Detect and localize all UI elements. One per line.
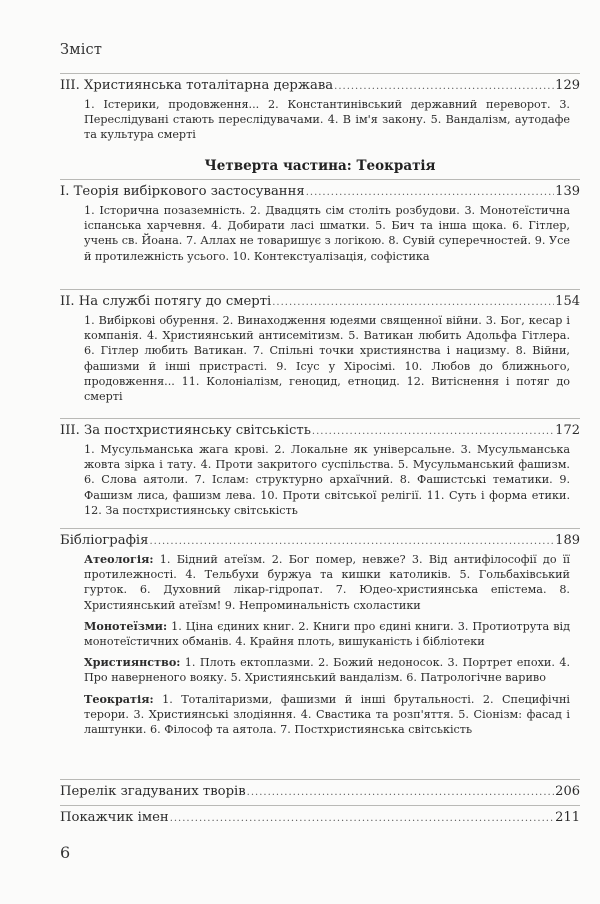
group-label: Теократія: [84,691,154,706]
dot-leader [306,187,554,198]
group-text: 1. Ціна єдиних книг. 2. Книги про єдині книги. 3. Протиотрута від монотеїстичних обманів. 4. Крайня плоть, вишуканість і бібліотеки [84,619,570,649]
bibliography-group [84,692,570,738]
dot-leader [247,787,555,798]
entry-subsections: 1. Мусульманська жага крові. 2. Локальне як універсальне. 3. Мусульманська жовта зірка і тату. 4. Проти закритого суспільства. 5. Мусульманський фашизм. 6. Слова аятоли. 7. Іслам: структурно архаїчний. 8. Фашистські тематики. 9. Фашизм лиса, фашизм лева. 10. Проти світської релігії. 11. Суть і форма етики. 12. За постхристиянську світськість [84,443,570,517]
running-head: Зміст [60,42,103,58]
group-label: Монотеїзми: [84,618,168,633]
dot-leader [272,297,554,308]
bibliography-group [84,552,570,613]
toc-entry [60,179,580,264]
toc-entry [60,418,580,518]
entry-title: III. За постхристиянську світськість [60,423,311,438]
page-number: 172 [555,423,580,438]
entry-title: I. Теорія вибіркового застосування [60,184,305,199]
entry-title: Перелік згадуваних творів [60,784,246,799]
group-label: Атеологія: [84,552,154,566]
group-text: 1. Тоталітаризми, фашизми й інші брутальності. 2. Специфічні терори. 3. Християнські злодіяння. 4. Свастика та розп'яття. 5. Сіонізм: фасад і лаштунки. 6. Філософ та аятола. 7. Постхристиянська світськість [84,692,570,737]
entry-subsections: 1. Істерики, продовження... 2. Константинівський державний переворот. 3. Переслідувані стають переслідувачами. 4. В ім'я закону. 5. Вандалізм, аутодафе та культура смерті [84,98,570,142]
page-number: 211 [555,810,580,825]
toc-entry-bibliography [60,528,580,737]
part-heading: Четверта частина: Теократія [204,158,436,174]
entry-title: Покажчик імен [60,810,169,825]
dot-leader [170,813,554,824]
group-text: 1. Бідний атеїзм. 2. Бог помер, невже? 3. Від антифілософії до її протилежності. 4. Тельбухи буржуа та кишки католиків. 5. Гольбахівський гурток. 6. Духовний лікар-гідропат. 7. Юдео-християнська епістема. 8. Християнський атеїзм! 9. Непроминальність схоластики [84,553,570,612]
entry-title: Бібліографія [60,533,149,548]
group-label: Християнство: [84,655,181,670]
page-number: 154 [555,294,580,309]
page-number: 139 [555,184,580,199]
toc-entry [60,779,580,799]
group-text: 1. Плоть ектоплазми. 2. Божий недоносок. 3. Портрет епохи. 4. Про наверненого вояку. 5. Християнський вандалізм. 6. Патрологічне вариво [84,656,570,685]
bibliography-group [84,619,570,649]
page-number: 206 [555,784,580,799]
dot-leader [149,536,554,547]
entry-subsections: 1. Вибіркові обурення. 2. Винаходження юдеями священної війни. 3. Бог, кесар і компанія. 4. Християнський антисемітизм. 5. Ватикан любить Адольфа Гітлера. 6. Гітлер любить Ватикан. 7. Спільні точки християнства і нацизму. 8. Війни, фашизми й інші пристрасті. 9. Ісус у Хіросімі. 10. Любов до ближнього, продовження... 11. Колоніалізм, геноцид, етноцид. 12. Витіснення і потяг до смерті [84,314,570,404]
folio-page-number: 6 [60,843,71,862]
page-number: 129 [555,78,580,93]
entry-title: III. Християнська тоталітарна держава [60,78,334,93]
dot-leader [334,81,554,92]
bibliography-group [84,655,570,685]
entry-title: II. На службі потягу до смерті [60,294,272,309]
toc-entry [60,289,580,404]
dot-leader [312,426,554,437]
page-number: 189 [555,533,580,548]
toc-entry [60,73,580,143]
toc-entry [60,805,580,825]
entry-subsections: 1. Історична позаземність. 2. Двадцять сім століть розбудови. 3. Монотеїстична іспанська харчевня. 4. Добирати ласі шматки. 5. Бич та інша щока. 6. Гітлер, учень св. Йоана. 7. Аллах не товаришує з логікою. 8. Сувій суперечностей. 9. Усе й протилежність усього. 10. Контекстуалізація, софістика [84,204,570,263]
